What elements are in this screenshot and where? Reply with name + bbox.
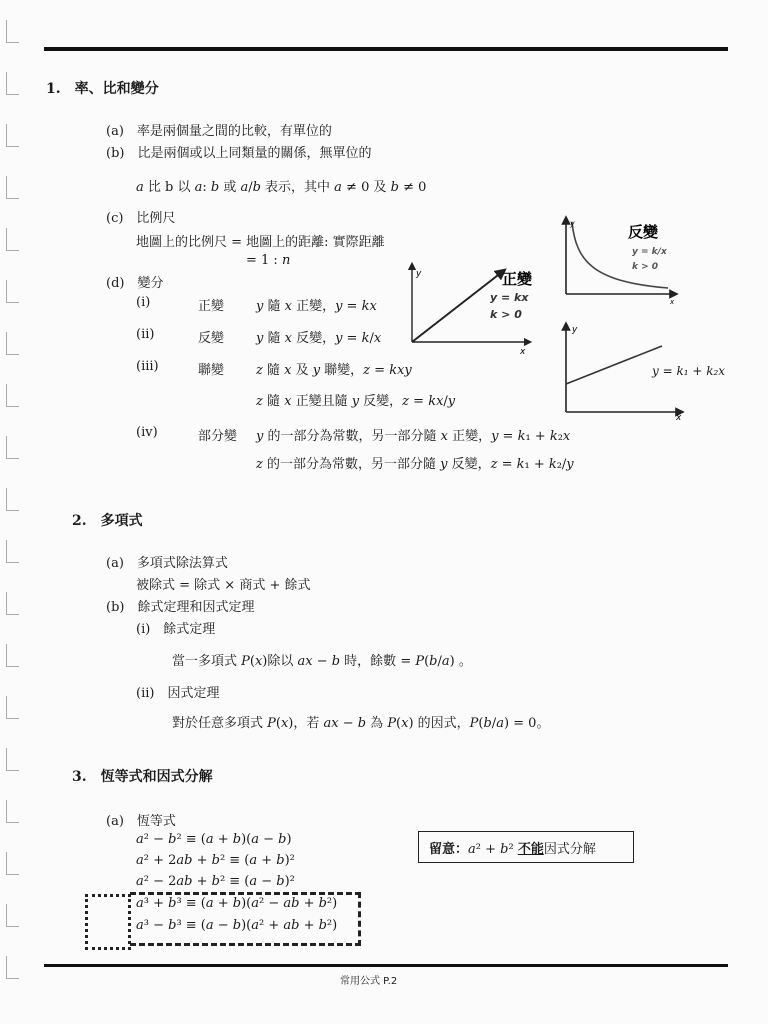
- division-identity: 被除式 = 除式 × 商式 + 餘式: [136, 578, 311, 593]
- x-axis-label: x: [670, 298, 675, 306]
- variation-num: (ii): [136, 327, 155, 342]
- factor-theorem: 對於任意多項式 𝑃(𝑥)，若 𝑎𝑥 − 𝑏 為 𝑃(𝑥) 的因式，𝑃(𝑏/𝑎) = 0。: [172, 716, 550, 731]
- inverse-cond: k > 0: [632, 262, 659, 272]
- variation-desc: 𝑧 隨 𝑥 正變且隨 𝑦 反變，𝑧 = 𝑘𝑥/𝑦: [256, 394, 456, 409]
- direct-line: [412, 272, 502, 342]
- item-1b: (b) 比是兩個或以上同類量的關係，無單位的: [106, 146, 372, 161]
- item-1a: (a) 率是兩個量之間的比較，有單位的: [106, 124, 332, 139]
- direct-variation-graph: [398, 258, 538, 358]
- variation-desc: 𝑧 隨 𝑥 及 𝑦 聯變，𝑧 = 𝑘𝑥𝑦: [256, 363, 412, 378]
- item-1d: (d) 變分: [106, 276, 164, 291]
- identity: 𝑎³ + 𝑏³ ≡ (𝑎 + 𝑏)(𝑎² − 𝑎𝑏 + 𝑏²): [136, 896, 338, 911]
- variation-name: 聯變: [198, 363, 225, 378]
- remainder-theorem: 當一多項式 𝑃(𝑥)除以 𝑎𝑥 − 𝑏 時，餘數 = 𝑃(𝑏/𝑎) 。: [172, 654, 472, 669]
- direct-eq: y = kx: [490, 291, 529, 304]
- page-footer: 常用公式 P.2: [340, 976, 398, 987]
- dashed-highlight: [130, 892, 361, 946]
- inverse-variation-graph: [556, 212, 680, 308]
- inverse-title: 反變: [628, 223, 659, 241]
- partial-eq: y = k₁ + k₂x: [652, 364, 726, 378]
- top-rule: [44, 47, 728, 51]
- item-2a: (a) 多項式除法算式: [106, 556, 228, 571]
- note-box: [418, 831, 634, 863]
- x-axis-label: x: [520, 347, 526, 357]
- note-label: 留意：: [429, 842, 469, 857]
- variation-desc: 𝑦 隨 𝑥 反變，𝑦 = 𝑘/𝑥: [256, 331, 382, 346]
- identity: 𝑎² − 2𝑎𝑏 + 𝑏² ≡ (𝑎 − 𝑏)²: [136, 874, 295, 889]
- variation-name: 反變: [198, 331, 225, 346]
- note-expr: 𝑎² + 𝑏²: [468, 842, 514, 857]
- y-axis-label: y: [416, 269, 422, 279]
- note-tail: 因式分解: [543, 842, 596, 857]
- identity: 𝑎³ − 𝑏³ ≡ (𝑎 − 𝑏)(𝑎² + 𝑎𝑏 + 𝑏²): [136, 918, 338, 933]
- x-axis-label: x: [676, 413, 682, 420]
- scale-ratio: = 1 : 𝑛: [246, 253, 291, 268]
- variation-num: (iii): [136, 359, 159, 374]
- variation-num: (i): [136, 295, 151, 310]
- dotted-marker-box: [85, 894, 131, 950]
- scale-definition: 地圖上的比例尺 = 地圖上的距離: 實際距離: [136, 235, 385, 250]
- variation-name: 正變: [198, 299, 225, 314]
- item-2b-i: (i) 餘式定理: [136, 622, 216, 637]
- variation-desc: 𝑧 的一部分為常數，另一部分隨 𝑦 反變，𝑧 = 𝑘₁ + 𝑘₂/𝑦: [256, 457, 574, 472]
- y-axis-label: y: [570, 219, 575, 228]
- note-emph: 不能: [517, 842, 544, 857]
- item-2b: (b) 餘式定理和因式定理: [106, 600, 255, 615]
- partial-line: [566, 346, 662, 384]
- variation-name: 部分變: [198, 429, 238, 444]
- variation-desc: 𝑦 隨 𝑥 正變，𝑦 = 𝑘𝑥: [256, 299, 377, 314]
- direct-title: 正變: [502, 270, 533, 288]
- y-axis-label: y: [572, 325, 578, 335]
- ratio-notation: 𝑎 比 b 以 𝑎: 𝑏 或 𝑎/𝑏 表示，其中 𝑎 ≠ 0 及 𝑏 ≠ 0: [136, 180, 427, 195]
- item-2b-ii: (ii) 因式定理: [136, 686, 220, 701]
- variation-desc: 𝑦 的一部分為常數，另一部分隨 𝑥 正變，𝑦 = 𝑘₁ + 𝑘₂𝑥: [256, 429, 571, 444]
- bottom-rule: [44, 964, 728, 967]
- note-text: [429, 838, 596, 857]
- item-1c: (c) 比例尺: [106, 211, 176, 226]
- section-3-title: 3. 恆等式和因式分解: [72, 769, 213, 785]
- variation-num: (iv): [136, 425, 158, 440]
- direct-cond: k > 0: [490, 308, 522, 321]
- inverse-eq: y = k/x: [632, 247, 667, 257]
- identity: 𝑎² + 2𝑎𝑏 + 𝑏² ≡ (𝑎 + 𝑏)²: [136, 853, 295, 868]
- identity: 𝑎² − 𝑏² ≡ (𝑎 + 𝑏)(𝑎 − 𝑏): [136, 832, 292, 847]
- section-2-title: 2. 多項式: [72, 513, 143, 529]
- section-1-title: 1. 率、比和變分: [46, 81, 159, 97]
- item-3a: (a) 恆等式: [106, 814, 176, 829]
